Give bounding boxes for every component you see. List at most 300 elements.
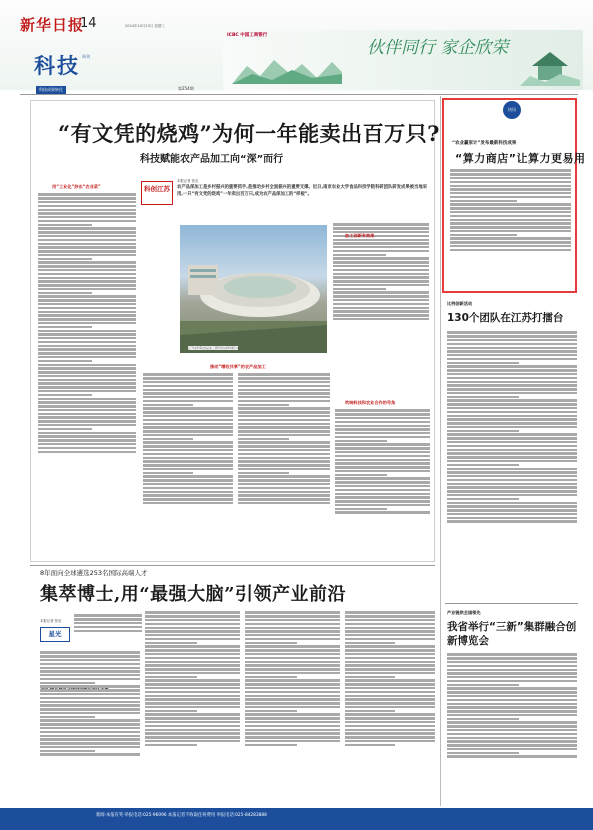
text-line bbox=[450, 211, 571, 213]
text-line bbox=[38, 201, 136, 203]
text-line bbox=[450, 219, 571, 221]
text-line bbox=[447, 437, 577, 439]
mountain-illustration bbox=[232, 54, 342, 84]
text-line bbox=[447, 755, 577, 757]
text-line bbox=[38, 409, 136, 411]
text-line bbox=[38, 341, 136, 343]
text-line bbox=[447, 449, 577, 451]
text-line bbox=[145, 695, 240, 697]
text-line bbox=[245, 683, 340, 685]
text-line bbox=[238, 483, 330, 485]
text-line bbox=[143, 457, 233, 459]
text-line bbox=[450, 192, 571, 194]
text-line bbox=[335, 500, 430, 502]
text-line bbox=[335, 493, 430, 495]
text-line bbox=[145, 736, 240, 738]
text-line bbox=[38, 451, 136, 453]
lead-photo bbox=[180, 225, 327, 353]
text-line bbox=[38, 273, 136, 275]
text-line bbox=[238, 404, 289, 406]
text-line bbox=[450, 245, 571, 247]
text-line bbox=[143, 479, 233, 481]
text-line bbox=[143, 494, 233, 496]
subhead-2: 推动“增收共享”的农产品加工 bbox=[210, 364, 266, 369]
second-tag: 星光 bbox=[40, 627, 70, 642]
text-line bbox=[333, 303, 429, 305]
text-line bbox=[38, 318, 136, 320]
text-line bbox=[238, 377, 330, 379]
text-line bbox=[38, 401, 136, 403]
text-line bbox=[447, 729, 577, 731]
text-line bbox=[145, 627, 240, 629]
text-line bbox=[333, 288, 386, 290]
page-date: 2024年10月23日 星期三 bbox=[125, 24, 165, 28]
text-line bbox=[345, 668, 435, 670]
text-line bbox=[333, 314, 429, 316]
text-line bbox=[335, 470, 430, 472]
text-line bbox=[238, 449, 330, 451]
text-line bbox=[335, 417, 430, 419]
text-line bbox=[38, 303, 136, 305]
story-separator bbox=[30, 565, 435, 566]
text-line bbox=[38, 386, 136, 388]
text-line bbox=[143, 430, 233, 432]
text-line bbox=[447, 669, 577, 671]
text-line bbox=[145, 706, 240, 708]
footer-notice: 新闻·本报有奖·举报电话:025-96096 本报记者不收取任何费用 举报电话:025-84283888 bbox=[96, 813, 267, 818]
second-body-col4 bbox=[345, 610, 435, 800]
text-line bbox=[238, 438, 289, 440]
text-line bbox=[245, 634, 340, 636]
text-line bbox=[335, 409, 430, 411]
text-line bbox=[145, 702, 240, 704]
text-line bbox=[238, 430, 330, 432]
photo-caption: 江苏农科院食品加工研究所(资料照片) bbox=[188, 346, 239, 350]
lead-body-col2 bbox=[143, 372, 233, 556]
text-line bbox=[345, 630, 435, 632]
text-line bbox=[333, 310, 429, 312]
lead-headline: “有文凭的烧鸡”为何一年能卖出百万只? bbox=[58, 121, 440, 146]
text-line bbox=[238, 498, 330, 500]
text-line bbox=[447, 740, 577, 742]
text-line bbox=[447, 691, 577, 693]
text-line bbox=[38, 295, 136, 297]
text-line bbox=[345, 736, 435, 738]
text-line bbox=[145, 638, 240, 640]
text-line bbox=[450, 181, 571, 183]
text-line bbox=[238, 389, 330, 391]
text-line bbox=[345, 725, 435, 727]
text-line bbox=[74, 630, 142, 632]
text-line bbox=[38, 288, 136, 290]
text-line bbox=[245, 619, 340, 621]
text-line bbox=[238, 472, 289, 474]
text-line bbox=[447, 445, 577, 447]
text-line bbox=[38, 243, 136, 245]
text-line bbox=[145, 676, 197, 678]
text-line bbox=[447, 343, 577, 345]
text-line bbox=[38, 299, 136, 301]
text-line bbox=[145, 619, 240, 621]
text-line bbox=[38, 246, 136, 248]
text-line bbox=[143, 438, 193, 440]
text-line bbox=[447, 706, 577, 708]
text-line bbox=[40, 682, 95, 684]
text-line bbox=[450, 234, 517, 236]
text-line bbox=[143, 472, 193, 474]
text-line bbox=[245, 653, 340, 655]
text-line bbox=[143, 426, 233, 428]
text-line bbox=[143, 464, 233, 466]
text-line bbox=[143, 392, 233, 394]
ad-slogan: 伙伴同行 家企欣荣 bbox=[367, 38, 509, 58]
text-line bbox=[40, 712, 140, 714]
text-line bbox=[447, 381, 577, 383]
building-illustration bbox=[180, 225, 327, 353]
text-line bbox=[447, 373, 577, 375]
text-line bbox=[38, 326, 92, 328]
text-line bbox=[143, 381, 233, 383]
text-line bbox=[145, 642, 197, 644]
text-line bbox=[245, 698, 340, 700]
text-line bbox=[40, 667, 140, 669]
text-line bbox=[447, 714, 577, 716]
text-line bbox=[245, 676, 297, 678]
text-line bbox=[143, 434, 233, 436]
text-line bbox=[447, 703, 577, 705]
text-line bbox=[333, 295, 429, 297]
text-line bbox=[345, 706, 435, 708]
text-line bbox=[450, 185, 571, 187]
text-line bbox=[40, 655, 140, 657]
text-line bbox=[335, 443, 430, 445]
text-line bbox=[143, 460, 233, 462]
text-line bbox=[447, 744, 577, 746]
text-line bbox=[38, 439, 136, 441]
text-line bbox=[38, 269, 136, 271]
text-line bbox=[38, 360, 92, 362]
text-line bbox=[450, 222, 571, 224]
text-line bbox=[447, 490, 577, 492]
text-line bbox=[143, 491, 233, 493]
text-line bbox=[335, 489, 430, 491]
text-line bbox=[345, 615, 435, 617]
text-line bbox=[447, 392, 577, 394]
text-line bbox=[447, 422, 577, 424]
text-line bbox=[447, 460, 577, 462]
text-line bbox=[143, 502, 233, 504]
text-line bbox=[335, 511, 430, 513]
text-line bbox=[38, 261, 136, 263]
text-line bbox=[145, 729, 240, 731]
text-line bbox=[38, 420, 136, 422]
text-line bbox=[245, 744, 297, 746]
text-line bbox=[40, 678, 140, 680]
text-line bbox=[245, 615, 340, 617]
text-line bbox=[40, 746, 140, 748]
text-line bbox=[38, 413, 136, 415]
text-line bbox=[238, 494, 330, 496]
text-line bbox=[38, 239, 136, 241]
text-line bbox=[345, 653, 435, 655]
text-line bbox=[245, 736, 340, 738]
text-line bbox=[238, 426, 330, 428]
text-line bbox=[345, 721, 435, 723]
text-line bbox=[345, 649, 435, 651]
text-line bbox=[245, 740, 340, 742]
text-line bbox=[345, 713, 435, 715]
text-line bbox=[333, 227, 429, 229]
section-title: 科技 bbox=[34, 53, 80, 78]
text-line bbox=[335, 504, 430, 506]
text-line bbox=[238, 487, 330, 489]
quick-news-badge: 快讯 bbox=[503, 101, 521, 119]
text-line bbox=[447, 479, 577, 481]
text-line bbox=[345, 717, 435, 719]
text-line bbox=[145, 668, 240, 670]
text-line bbox=[450, 188, 571, 190]
text-line bbox=[145, 672, 240, 674]
text-line bbox=[38, 364, 136, 366]
text-line bbox=[345, 729, 435, 731]
second-body-intro bbox=[74, 613, 142, 643]
text-line bbox=[38, 227, 136, 229]
text-line bbox=[335, 413, 430, 415]
text-line bbox=[38, 330, 136, 332]
text-line bbox=[238, 445, 330, 447]
text-line bbox=[238, 381, 330, 383]
bottom-right-kicker: 产业链供全国领先 bbox=[447, 610, 481, 615]
text-line bbox=[345, 627, 435, 629]
text-line bbox=[333, 307, 429, 309]
text-line bbox=[245, 630, 340, 632]
text-line bbox=[40, 742, 140, 744]
text-line bbox=[245, 623, 340, 625]
text-line bbox=[143, 385, 233, 387]
text-line bbox=[335, 459, 430, 461]
text-line bbox=[238, 434, 330, 436]
text-line bbox=[145, 698, 240, 700]
subhead-3: 加工创新有效果 bbox=[345, 233, 375, 238]
text-line bbox=[245, 679, 340, 681]
text-line bbox=[143, 415, 233, 417]
text-line bbox=[245, 725, 340, 727]
text-line bbox=[38, 205, 136, 207]
second-headline: 集萃博士,用“最强大脑”引领产业前沿 bbox=[40, 584, 346, 605]
text-line bbox=[238, 411, 330, 413]
text-line bbox=[145, 687, 240, 689]
text-line bbox=[143, 396, 233, 398]
lead-subheadline: 科技赋能农产品加工向“深”而行 bbox=[140, 154, 284, 165]
text-line bbox=[447, 399, 577, 401]
text-line bbox=[145, 653, 240, 655]
text-line bbox=[333, 291, 429, 293]
text-line bbox=[335, 462, 430, 464]
text-line bbox=[40, 708, 140, 710]
text-line bbox=[335, 425, 430, 427]
text-line bbox=[447, 464, 519, 466]
text-line bbox=[450, 215, 571, 217]
text-line bbox=[143, 419, 233, 421]
text-line bbox=[38, 235, 136, 237]
text-line bbox=[447, 468, 577, 470]
text-line bbox=[447, 505, 577, 507]
text-line bbox=[447, 718, 519, 720]
text-line bbox=[38, 367, 136, 369]
text-line bbox=[335, 477, 430, 479]
text-line bbox=[38, 311, 136, 313]
text-line bbox=[450, 169, 571, 171]
text-line bbox=[40, 689, 140, 691]
text-line bbox=[245, 732, 340, 734]
text-line bbox=[143, 453, 233, 455]
text-line bbox=[447, 661, 577, 663]
text-line bbox=[145, 611, 240, 613]
text-line bbox=[345, 740, 435, 742]
text-line bbox=[245, 611, 340, 613]
text-line bbox=[38, 280, 136, 282]
text-line bbox=[447, 471, 577, 473]
text-line bbox=[447, 672, 577, 674]
header-rule bbox=[20, 94, 578, 95]
issue-number: 第254期 bbox=[178, 86, 194, 91]
text-line bbox=[447, 748, 577, 750]
text-line bbox=[450, 249, 571, 251]
quick-news-body bbox=[450, 168, 571, 286]
text-line bbox=[447, 335, 577, 337]
text-line bbox=[145, 713, 240, 715]
text-line bbox=[238, 502, 330, 504]
text-line bbox=[40, 670, 140, 672]
text-line bbox=[238, 441, 330, 443]
bank-logo: ICBC 中国工商银行 bbox=[227, 33, 268, 38]
text-line bbox=[447, 415, 577, 417]
text-line bbox=[345, 744, 395, 746]
text-line bbox=[143, 373, 233, 375]
text-line bbox=[333, 242, 429, 244]
text-line bbox=[40, 659, 140, 661]
text-line bbox=[143, 498, 233, 500]
text-line bbox=[143, 400, 233, 402]
text-line bbox=[145, 717, 240, 719]
text-line bbox=[245, 687, 340, 689]
text-line bbox=[245, 710, 297, 712]
text-line bbox=[345, 687, 435, 689]
text-line bbox=[450, 207, 571, 209]
text-line bbox=[345, 661, 435, 663]
text-line bbox=[450, 173, 571, 175]
text-line bbox=[447, 721, 577, 723]
text-line bbox=[145, 691, 240, 693]
text-line bbox=[333, 276, 429, 278]
text-line bbox=[143, 389, 233, 391]
text-line bbox=[38, 382, 136, 384]
text-line bbox=[333, 265, 429, 267]
text-line bbox=[245, 668, 340, 670]
text-line bbox=[245, 729, 340, 731]
text-line bbox=[245, 691, 340, 693]
text-line bbox=[40, 727, 140, 729]
text-line bbox=[335, 447, 430, 449]
text-line bbox=[335, 428, 430, 430]
text-line bbox=[447, 502, 577, 504]
text-line bbox=[245, 713, 340, 715]
text-line bbox=[447, 365, 577, 367]
text-line bbox=[238, 385, 330, 387]
text-line bbox=[145, 744, 197, 746]
column-tag: 科创江苏 bbox=[141, 181, 173, 205]
text-line bbox=[345, 638, 435, 640]
text-line bbox=[345, 710, 395, 712]
text-line bbox=[145, 683, 240, 685]
text-line bbox=[245, 661, 340, 663]
text-line bbox=[38, 193, 136, 195]
text-line bbox=[450, 203, 571, 205]
text-line bbox=[450, 230, 571, 232]
text-line bbox=[38, 250, 136, 252]
text-line bbox=[145, 664, 240, 666]
text-line bbox=[40, 701, 140, 703]
text-line bbox=[447, 737, 577, 739]
text-line bbox=[38, 428, 92, 430]
text-line bbox=[245, 672, 340, 674]
text-line bbox=[38, 405, 136, 407]
text-line bbox=[143, 404, 193, 406]
text-line bbox=[447, 733, 577, 735]
text-line bbox=[333, 261, 429, 263]
text-line bbox=[447, 358, 577, 360]
text-line bbox=[447, 339, 577, 341]
text-line bbox=[447, 452, 577, 454]
text-line bbox=[40, 731, 140, 733]
text-line bbox=[345, 672, 435, 674]
text-line bbox=[447, 520, 577, 522]
text-line bbox=[238, 460, 330, 462]
text-line bbox=[345, 642, 395, 644]
text-line bbox=[447, 699, 577, 701]
text-line bbox=[245, 627, 340, 629]
text-line bbox=[447, 483, 577, 485]
text-line bbox=[447, 725, 577, 727]
text-line bbox=[38, 375, 136, 377]
text-line bbox=[238, 491, 330, 493]
text-line bbox=[245, 664, 340, 666]
text-line bbox=[38, 432, 136, 434]
lead-body-col3-top bbox=[333, 222, 429, 360]
text-line bbox=[38, 216, 136, 218]
text-line bbox=[447, 377, 577, 379]
text-line bbox=[450, 200, 517, 202]
text-line bbox=[447, 653, 577, 655]
text-line bbox=[143, 487, 233, 489]
text-line bbox=[238, 423, 330, 425]
text-line bbox=[38, 447, 136, 449]
text-line bbox=[245, 649, 340, 651]
text-line bbox=[333, 269, 429, 271]
text-line bbox=[447, 687, 577, 689]
right-headline: 130个团队在江苏打擂台 bbox=[447, 312, 564, 324]
text-line bbox=[447, 388, 577, 390]
subhead-4: 吹响科技和农业合作的号角 bbox=[345, 400, 396, 405]
text-line bbox=[238, 396, 330, 398]
text-line bbox=[145, 645, 240, 647]
text-line bbox=[38, 390, 136, 392]
text-line bbox=[145, 710, 197, 712]
text-line bbox=[447, 350, 577, 352]
text-line bbox=[447, 331, 577, 333]
text-line bbox=[38, 394, 92, 396]
text-line bbox=[447, 403, 577, 405]
